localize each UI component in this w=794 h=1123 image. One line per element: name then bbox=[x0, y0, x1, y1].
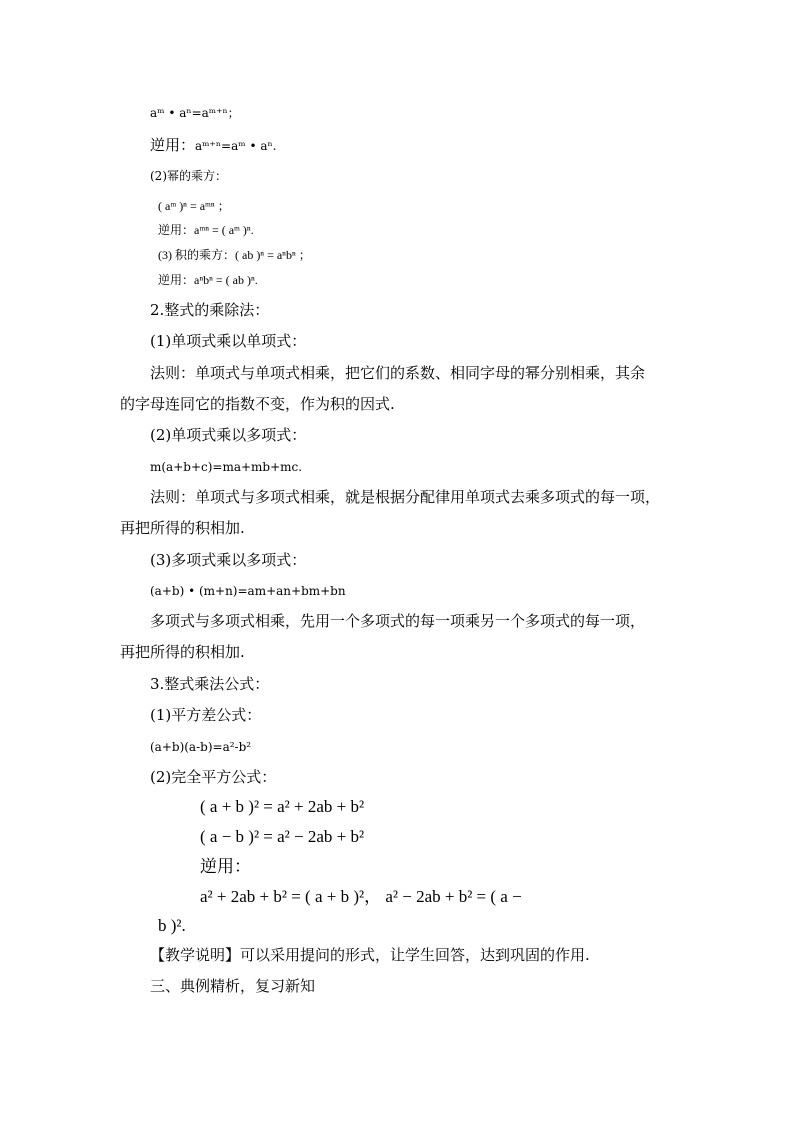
power-product-reverse bbox=[150, 135, 277, 156]
power-product-formula: aᵐ • aⁿ=aᵐ⁺ⁿ； bbox=[150, 106, 240, 120]
perfect-square-formula-2: ( a − b )² = a² − 2ab + b² bbox=[200, 827, 365, 846]
perfect-square-reverse-line2: b )². bbox=[158, 916, 186, 935]
section-2-title: 2.整式的乘除法： bbox=[150, 301, 270, 319]
poly-poly-heading: (3)多项式乘以多项式： bbox=[150, 551, 307, 569]
product-power-reverse: 逆用：aⁿbⁿ = ( ab )ⁿ. bbox=[158, 273, 258, 287]
perfect-square-reverse-label: 逆用： bbox=[200, 857, 251, 877]
reverse-label: 逆用： bbox=[150, 136, 196, 154]
power-of-power-formula: ( aᵐ )ⁿ = aᵐⁿ ； bbox=[158, 199, 230, 213]
mono-mono-rule-line2: 的字母连同它的指数不变，作为积的因式. bbox=[120, 395, 395, 413]
mono-poly-heading: (2)单项式乘以多项式： bbox=[150, 426, 307, 444]
mono-poly-rule-line2: 再把所得的积相加. bbox=[120, 519, 245, 537]
mono-poly-rule-line1: 法则：单项式与多项式相乘，就是根据分配律用单项式去乘多项式的每一项， bbox=[150, 488, 661, 506]
perfect-square-reverse-line1: a² + 2ab + b² = ( a + b )²， a² − 2ab + b² = ( a − bbox=[200, 887, 522, 906]
perfect-square-heading: (2)完全平方公式： bbox=[150, 768, 277, 786]
mono-mono-heading: (1)单项式乘以单项式： bbox=[150, 332, 307, 350]
mono-mono-rule-line1: 法则：单项式与单项式相乘，把它们的系数、相同字母的幂分别相乘，其余 bbox=[150, 364, 646, 382]
perfect-square-formula-1: ( a + b )² = a² + 2ab + b² bbox=[200, 797, 365, 816]
diff-squares-formula: (a+b)(a-b)=a²-b² bbox=[150, 740, 252, 754]
mono-poly-formula: m(a+b+c)=ma+mb+mc. bbox=[150, 460, 303, 474]
poly-poly-formula: (a+b) • (m+n)=am+an+bm+bn bbox=[150, 584, 346, 598]
poly-poly-rule-line1: 多项式与多项式相乘，先用一个多项式的每一项乘另一个多项式的每一项， bbox=[150, 612, 646, 630]
poly-poly-rule-line2: 再把所得的积相加. bbox=[120, 643, 245, 661]
section-three-title: 三、典例精析，复习新知 bbox=[150, 977, 316, 995]
teaching-note: 【教学说明】可以采用提问的形式，让学生回答，达到巩固的作用. bbox=[150, 946, 590, 964]
power-of-power-heading: (2)幂的乘方： bbox=[150, 169, 227, 183]
power-product-reverse-formula: aᵐ⁺ⁿ=aᵐ • aⁿ. bbox=[195, 139, 277, 153]
product-power-formula: (3) 积的乘方：( ab )ⁿ = aⁿbⁿ ； bbox=[158, 248, 311, 262]
section-3-title: 3.整式乘法公式： bbox=[150, 675, 270, 693]
diff-squares-heading: (1)平方差公式： bbox=[150, 706, 262, 724]
power-of-power-reverse: 逆用：aᵐⁿ = ( aᵐ )ⁿ. bbox=[158, 223, 254, 237]
